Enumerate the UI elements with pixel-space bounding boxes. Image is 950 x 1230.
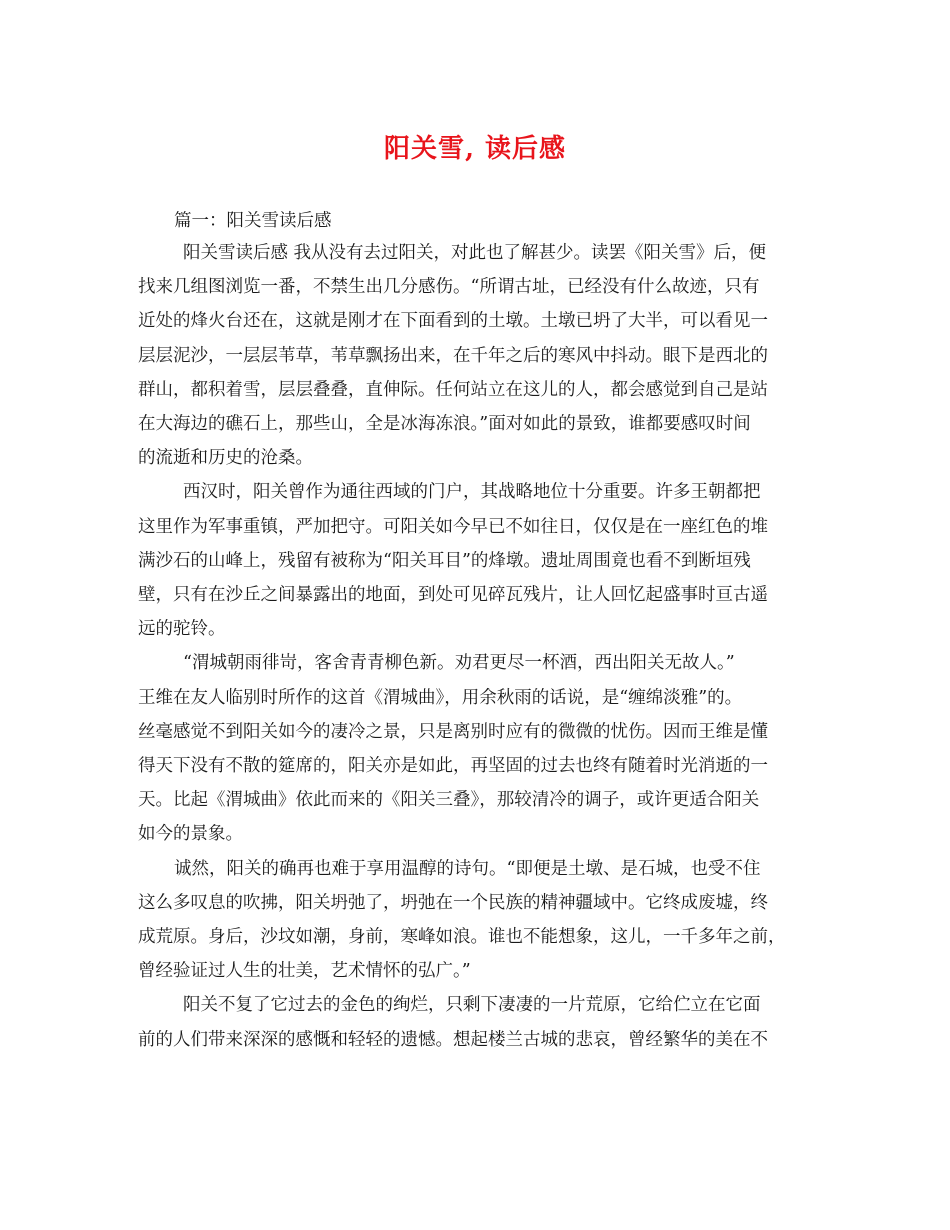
text-line: 壁，只有在沙丘之间暴露出的地面，到处可见碎瓦残片，让人回忆起盛事时亘古遥 xyxy=(138,585,768,606)
text-line: 曾经验证过人生的壮美，艺术情怀的弘广。” xyxy=(138,961,471,982)
text-line: 层层泥沙，一层层苇草，苇草飘扬出来，在千年之后的寒风中抖动。眼下是西北的 xyxy=(138,345,768,366)
text-line: 这么多叹息的吹拂，阳关坍弛了，坍弛在一个民族的精神疆域中。它终成废墟，终 xyxy=(138,892,768,913)
text-line: 得天下没有不散的筵席的，阳关亦是如此，再坚固的过去也终有随着时光消逝的一 xyxy=(138,756,768,777)
text-line: 群山，都积着雪，层层叠叠，直伸际。任何站立在这儿的人，都会感觉到自己是站 xyxy=(138,379,768,400)
text-line: 王维在友人临别时所作的这首《渭城曲》，用余秋雨的话说，是“缠绵淡雅”的。 xyxy=(138,687,743,708)
text-line: “渭城朝雨徘岢，客舍青青柳色新。劝君更尽一杯酒，西出阳关无故人。” xyxy=(183,653,735,674)
text-line: 的流逝和历史的沧桑。 xyxy=(138,448,313,469)
text-line: 丝毫感觉不到阳关如今的凄冷之景，只是离别时应有的微微的忧伤。因而王维是懂 xyxy=(138,721,768,742)
text-line: 如今的景象。 xyxy=(138,824,243,845)
text-line: 这里作为军事重镇，严加把守。可阳关如今早已不如往日，仅仅是在一座红色的堆 xyxy=(138,516,768,537)
paragraph xyxy=(138,646,824,851)
document-body xyxy=(138,206,824,1057)
text-line: 前的人们带来深深的感慨和轻轻的遗憾。想起楼兰古城的悲哀，曾经繁华的美在不 xyxy=(138,1029,768,1050)
text-line: 诚然，阳关的确再也难于享用温醇的诗句。“即便是土墩、是石城，也受不住 xyxy=(174,858,761,879)
section-heading: 篇一：阳关雪读后感 xyxy=(174,211,332,231)
text-line: 满沙石的山峰上，残留有被称为“阳关耳目”的烽墩。遗址周围竟也看不到断垣残 xyxy=(138,550,751,571)
text-line: 在大海边的礁石上，那些山，全是冰海冻浪。”面对如此的景致，谁都要感叹时间 xyxy=(138,414,751,435)
text-line: 成荒原。身后，沙坟如潮，身前，寒峰如浪。谁也不能想象，这儿，一千多年之前， xyxy=(138,927,786,948)
text-line: 天。比起《渭城曲》依此而来的《阳关三叠》，那较清冷的调子，或许更适合阳关 xyxy=(138,790,760,811)
paragraph-list xyxy=(138,236,824,1057)
text-line: 阳关不复了它过去的金色的绚烂，只剩下凄凄的一片荒原，它给伫立在它面 xyxy=(183,995,761,1016)
paragraph xyxy=(138,236,824,475)
paragraph xyxy=(138,852,824,989)
document-title: 阳关雪, 读后感 xyxy=(383,134,567,164)
text-line: 近处的烽火台还在，这就是刚才在下面看到的土墩。土墩已坍了大半，可以看见一 xyxy=(138,311,768,332)
paragraph xyxy=(138,475,824,646)
paragraph xyxy=(138,988,824,1056)
text-line: 阳关雪读后感 我从没有去过阳关，对此也了解甚少。读罢《阳关雪》后，便 xyxy=(183,243,767,263)
text-line: 远的驼铃。 xyxy=(138,619,226,640)
text-line: 找来几组图浏览一番，不禁生出几分感伤。“所谓古址，已经没有什么故迹，只有 xyxy=(138,277,760,298)
text-line: 西汉时，阳关曾作为通往西域的门户，其战略地位十分重要。许多王朝都把 xyxy=(183,482,761,503)
